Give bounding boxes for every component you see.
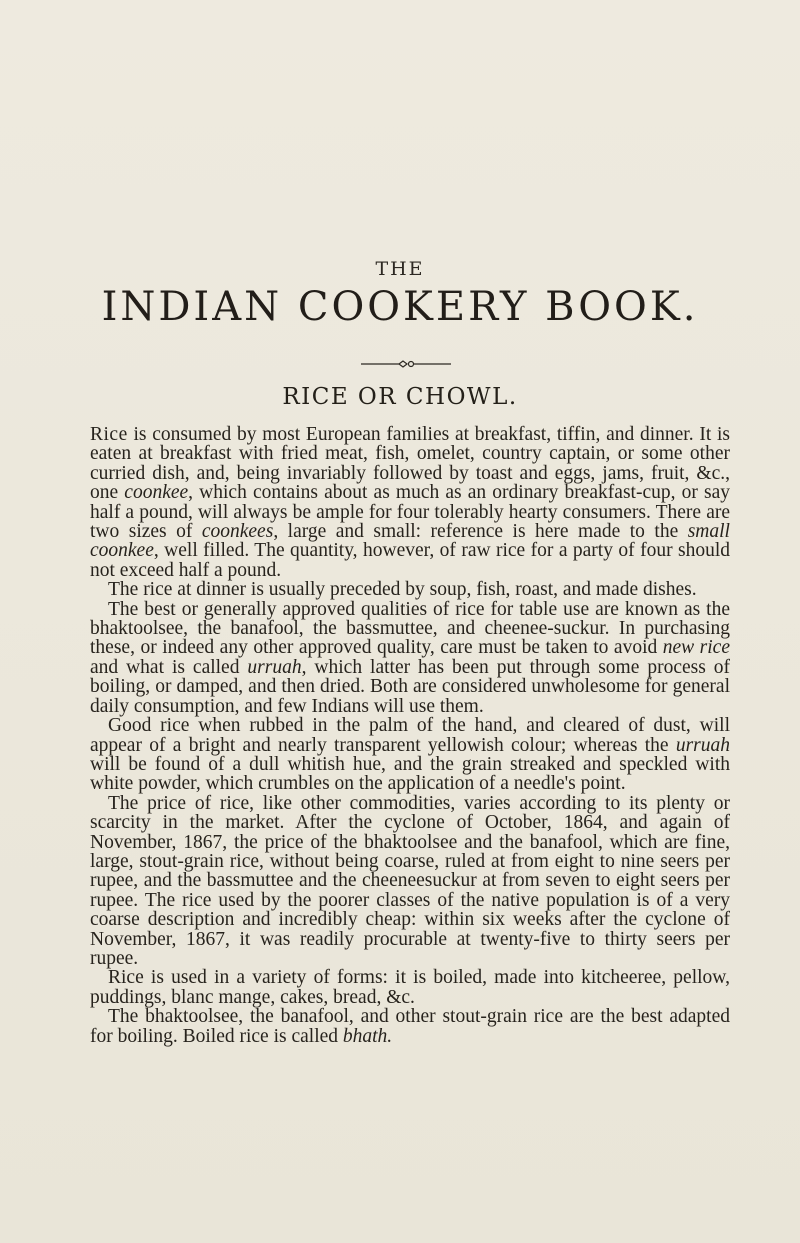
- paragraph-1: Rice is consumed by most European families at breakfast, tiffin, and dinner. It is eaten at breakfast with fried meat, fish, omelet, country captain, or some other curried dish, and, being invariably followed by toast and eggs, jams, fruit, &c., one coonkee, which contains about as much as an ordinary breakfast-cup, or say half a pound, will always be ample for four tolerably hearty consumers. There are two sizes of coonkees, large and small: reference is here made to the small coonkee, well filled. The quantity, however, of raw rice for a party of four should not exceed half a pound.: [90, 424, 730, 581]
- paragraph-3: The best or generally approved qualities of rice for table use are known as the bhaktoolsee, the banafool, the bassmuttee, and cheenee-suckur. In purchasing these, or indeed any other approved quality, care must be taken to avoid new rice and what is called urruah, which latter has been put through some process of boiling, or damped, and then dried. Both are considered unwholesome for general daily consumption, and few Indians will use them.: [90, 598, 730, 717]
- paragraph-7: The bhaktoolsee, the banafool, and other stout-grain rice are the best adapted for boiling. Boiled rice is called bhath.: [90, 1006, 730, 1047]
- chapter-title: RICE OR CHOWL.: [282, 384, 518, 410]
- paragraph-6: Rice is used in a variety of forms: it is boiled, made into kitcheeree, pellow, puddings, blanc mange, cakes, bread, &c.: [90, 967, 730, 1008]
- lead-word: Rice: [90, 424, 128, 445]
- paragraph-5: The price of rice, like other commodities, varies according to its plenty or scarcity in the market. After the cyclone of October, 1864, and again of November, 1867, the price of the bhaktoolsee and the banafool, which are fine, large, stout-grain rice, without being coarse, ruled at from eight to nine seers per rupee, and the bassmuttee and the cheeneesuckur at from seven to eight seers per rupee. The rice used by the poorer classes of the native population is of a very coarse description and incredibly cheap: within six weeks after the cyclone of November, 1867, it was readily procurable at twenty-five to thirty seers per rupee.: [90, 792, 730, 969]
- title-kicker: THE: [375, 258, 425, 280]
- paragraph-2: The rice at dinner is usually preceded by soup, fish, roast, and made dishes.: [108, 579, 697, 601]
- paragraph-4: Good rice when rubbed in the palm of the hand, and cleared of dust, will appear of a bright and nearly transparent yellowish colour; whereas the urruah will be found of a dull whitish hue, and the grain streaked and speckled with white powder, which crumbles on the application of a needle's point.: [90, 715, 730, 795]
- ornament-divider-icon: [361, 358, 451, 370]
- chapter-body: [90, 425, 730, 1046]
- book-title: INDIAN COOKERY BOOK.: [101, 284, 699, 330]
